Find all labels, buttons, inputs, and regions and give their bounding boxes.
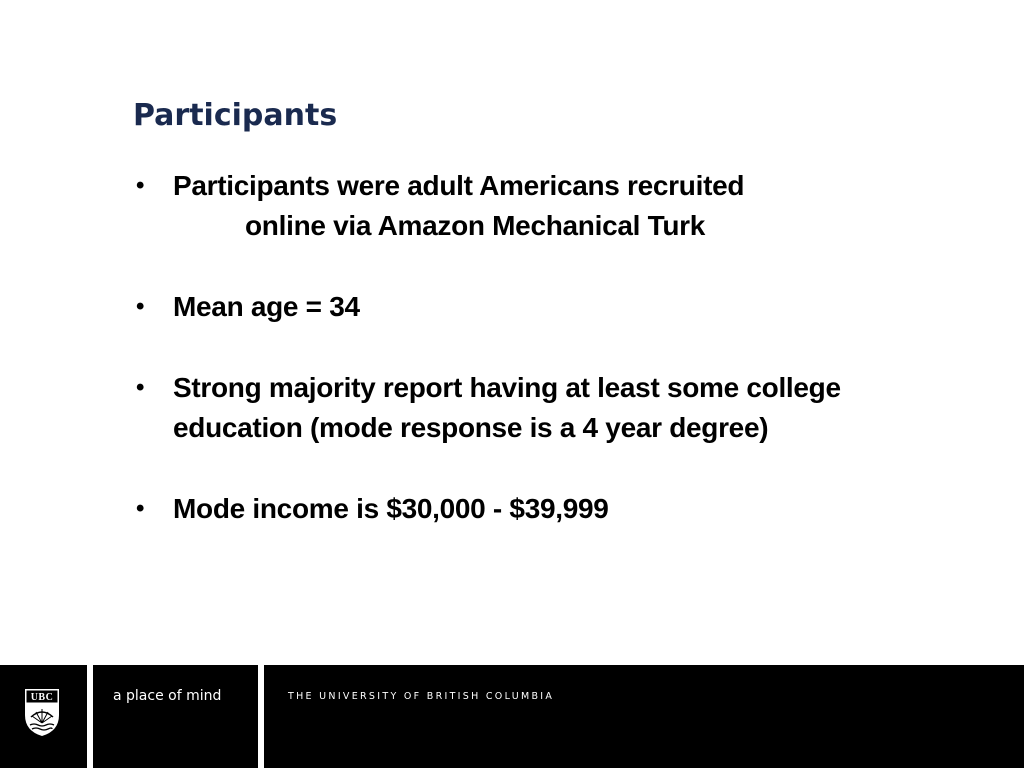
tagline: a place of mind: [113, 688, 222, 704]
bullet-item: [133, 368, 953, 448]
bullet-text: Mode income is $30,000 - $39,999: [173, 493, 609, 524]
bullet-text: Participants were adult Americans recruited: [173, 170, 745, 201]
bullet-dot-icon: •: [136, 495, 145, 522]
bullet-item: [133, 489, 953, 529]
bullet-text: education (mode response is a 4 year degree): [173, 412, 769, 443]
bullet-dot-icon: •: [136, 374, 145, 401]
bullet-text: online via Amazon Mechanical Turk: [245, 210, 705, 241]
footer-divider: [258, 665, 264, 768]
bullet-list: [133, 166, 953, 570]
bullet-dot-icon: •: [136, 172, 145, 199]
footer-divider: [87, 665, 93, 768]
university-name: THE UNIVERSITY OF BRITISH COLUMBIA: [288, 691, 555, 702]
ubc-crest-icon: [22, 685, 62, 737]
bullet-text: Strong majority report having at least some college: [173, 372, 841, 403]
footer-bar: [0, 665, 1024, 768]
logo-text: UBC: [30, 692, 54, 703]
bullet-item: [133, 166, 953, 246]
bullet-item: [133, 287, 953, 327]
bullet-dot-icon: •: [136, 293, 145, 320]
slide-title: Participants: [133, 98, 338, 133]
bullet-text: Mean age = 34: [173, 291, 360, 322]
